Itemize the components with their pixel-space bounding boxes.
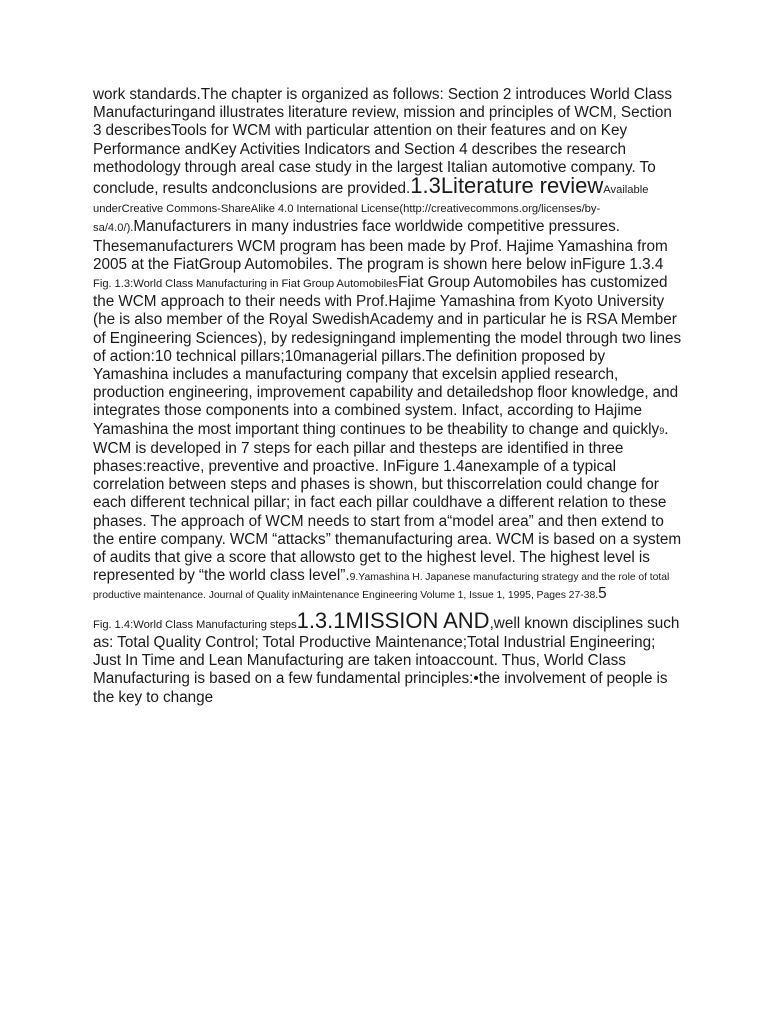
license-note: Available underCreative Commons-ShareAlike 4.0 International License(http://creativecommons.org/licenses/by-sa/4.0/). (93, 184, 649, 235)
paragraph-mission (93, 607, 683, 707)
footnote-marker: 9 (659, 425, 665, 436)
figure-caption-1-4: Fig. 1.4:World Class Manufacturing steps (93, 618, 297, 631)
fiat-text: Fiat Group Automobiles has customized the WCM approach to their needs with Prof.Hajime Yamashina from Kyoto University (he is also member of the Royal SwedishAcademy and in particular he is RSA Member of Engineering Sciences), by redesigningand implementing the model through two lines of action:10 technical pillars;10managerial pillars.The definition proposed by Yamashina includes a manufacturing company that excelsin applied research, production engineering, improvement capability and detailedshop floor knowledge, and integrates those components into a combined system. Infact, according to Hajime Yamashina the most important thing continues to be theability to change and quickly (93, 274, 682, 438)
wcm-steps-text: . WCM is developed in 7 steps for each pillar and thesteps are identified in three phases:reactive, preventive and proactive. InFigure 1.4anexample of a typical correlation between steps and phases is shown, but thiscorrelation could change for each different technical pillar; in fact each pillar couldhave a different relation to these phases. The approach of WCM needs to start from a“model area” and then extend to the entire company. WCM “attacks” themanufacturing area. WCM is based on a system of audits that give a score that allowsto get to the highest level. The highest level is represented by “the world class level”. (93, 420, 682, 585)
document-body (93, 86, 683, 707)
section-heading-mission: 1.3.1MISSION AND (296, 607, 490, 633)
manufacturers-text: Manufacturers in many industries face worldwide competitive pressures. Thesemanufacturers WCM program has been made by Prof. Hajime Yamashina from 2005 at the FiatGroup Automobiles. The program is shown here below inFigure 1.3.4 (93, 218, 668, 273)
mission-text: ,well known disciplines such as: Total Quality Control; Total Productive Maintenance;Total Industrial Engineering; Just In Time and Lean Manufacturing are taken intoaccount. Thus, World Class Manufacturing is based on a few fundamental principles:•the involvement of people is the key to change (93, 614, 680, 706)
page-number: 5 (598, 585, 607, 603)
section-heading-literature-review: 1.3Literature review (410, 173, 604, 199)
paragraph-fiat (93, 274, 683, 604)
footnote-text: 9.Yamashina H. Japanese manufacturing strategy and the role of total productive maintenance. Journal of Quality inMaintenance Engineering Volume 1, Issue 1, 1995, Pages 27-38. (93, 572, 670, 602)
figure-caption-1-3: Fig. 1.3:World Class Manufacturing in Fiat Group Automobiles (93, 278, 398, 291)
paragraph-intro (93, 86, 683, 274)
intro-text: work standards.The chapter is organized as follows: Section 2 introduces World Class Manufacturingand illustrates literature review, mission and principles of WCM, Section 3 describesTools for WCM with particular attention on their features and on Key Performance andKey Activities Indicators and Section 4 describes the research methodology through areal case study in the largest Italian automotive company. To conclude, results andconclusions are provided. (93, 86, 673, 198)
